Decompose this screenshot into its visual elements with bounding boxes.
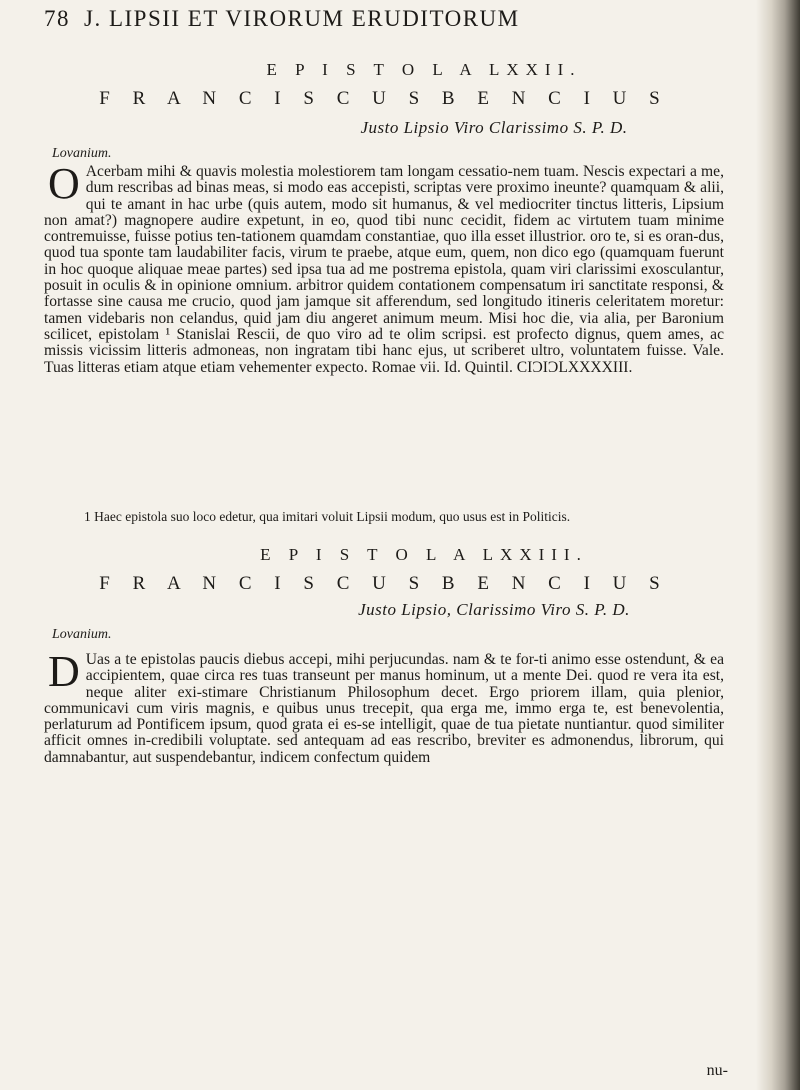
- letter-73-body: [44, 647, 724, 766]
- letter-73-salutation: Justo Lipsio, Clarissimo Viro S. P. D.: [358, 600, 630, 619]
- letter-73-text: Uas a te epistolas paucis diebus accepi, mihi perjucundas. nam & te for-ti animo esse ostendunt, & ea accipientem, quae circa res tuas transeunt per manus hominum, ut a mente Dei. quod re vera ita est, neque aliter exi-stimare Christianum Philosophum decet. Ergo priorem illam, quia plenior, communicavi cum viris magnis, e quibus unus trecepit, qua erga me, immo erga te, est benevolentia, perlaturum ad Pontificem ipsum, quod grata ei es-se intelligit, quae de tua pietate nuntiantur. quod similiter afficit omnes in-credibili voluptate. sed antequam ad eas rescribo, breviter es admonendus, librorum, qui damnabantur, aut suspendebantur, indicem confectum quidem: [44, 651, 724, 766]
- letter-72-title: E P I S T O L A LXXII.: [266, 60, 582, 79]
- letter-72-salutation: Justo Lipsio Viro Clarissimo S. P. D.: [360, 118, 628, 137]
- running-title: J. LIPSII ET VIRORUM ERUDITORUM: [84, 6, 520, 31]
- letter-73-author: F R A N C I S C U S B E N C I U S: [99, 573, 669, 594]
- letter-73-initial: D: [48, 647, 80, 696]
- letter-72-author: F R A N C I S C U S B E N C I U S: [99, 88, 669, 109]
- letter-72-initial: O: [48, 159, 80, 208]
- letter-72-place: Lovanium.: [52, 146, 112, 161]
- letter-73-place: Lovanium.: [52, 627, 112, 642]
- page-number: 78: [44, 6, 70, 31]
- running-head: [44, 6, 704, 32]
- catchword: nu-: [706, 1062, 728, 1079]
- letter-72-footnote: 1 Haec epistola suo loco edetur, qua imitari voluit Lipsii modum, quo usus est in Politicis.: [84, 509, 571, 524]
- letter-72-text: Acerbam mihi & quavis molestia molestiorem tam longam cessatio-nem tuam. Nescis expectari a me, dum rescribas ad binas meas, si modo eas accepisti, scriptas vere proximo ineunte? quamquam & alii, qui te amant in hac urbe (quis autem, modo sit humanus, & vel mediocriter tinctus litteris, Lipsium non amat?) magnopere audire expetunt, in eo, quod tibi nunc cecidit, fidem ac virtutem tuam minime contremuisse, fuisse potius ten-tationem quamdam constantiae, quo illa esset illustrior. oro te, si es oran-dus, quod tua sponte tam laudabiliter facis, virum te praebe, atque eum, quem, non dico ego (quamquam fuerunt in hoc quoque aliquae meae partes) sed ipsa tua ad me postrema epistola, quam viri clarissimi exosculantur, posuit in oculis & in opinione omnium. arbitror quidem contationem compensatum iri sanctitate responsi, & fortasse sine causa me crucio, quod jam jamque sit afferendum, sed longitudo itineris celeritatem moretur: tamen videbaris non celandus, quid jam diu angeret animum meum. Misi hoc die, via alia, per Baronium scilicet, epistolam ¹ Stanislai Rescii, de quo viro ad te olim scripsi. est profecto dignus, quem ames, ac missis vicissim litteris admoneas, non ingratam tibi hanc ejus, ut scriberet ultro, voluntatem fuisse. Vale. Tuas litteras etiam atque etiam vehementer expecto. Romae vii. Id. Quintil. CIƆIƆLXXXXIII.: [44, 163, 724, 376]
- letter-73-title: E P I S T O L A LXXIII.: [260, 545, 588, 564]
- letter-72-body: [44, 159, 724, 376]
